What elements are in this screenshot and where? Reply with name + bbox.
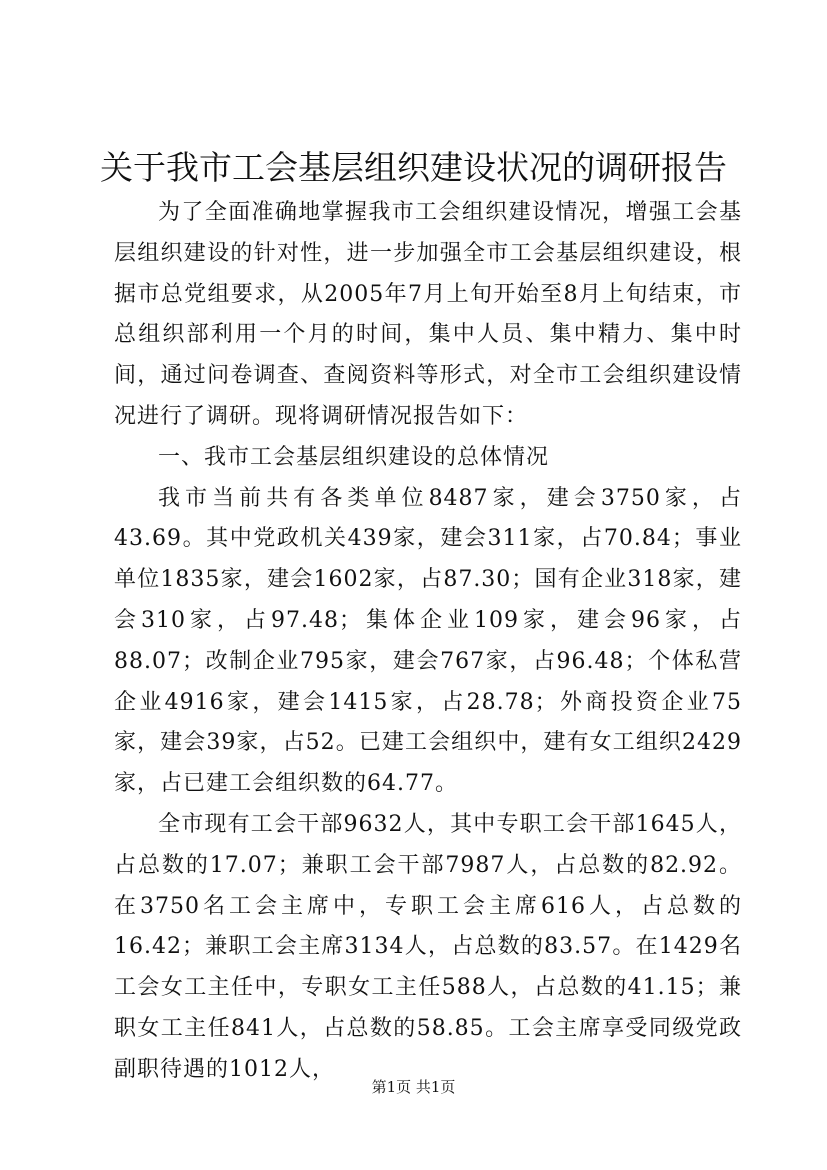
cadre-paragraph: 全市现有工会干部9632人，其中专职工会干部1645人，占总数的17.07；兼职工会干部7987人，占总数的82.92。在3750名工会主席中，专职工会主席616人，占总数的16.42；兼职工会主席3134人，占总数的83.57。在1429名工会女工主任中，专职女工主任588人，占总数的41.15；兼职女工主任841人，占总数的58.85。工会主席享受同级党政副职待遇的1012人，: [114, 811, 742, 1082]
page-footer: 第1页 共1页: [371, 1078, 456, 1096]
section-heading: 一、我市工会基层组织建设的总体情况: [158, 444, 550, 470]
document-body: [114, 193, 742, 1091]
document-title: 关于我市工会基层组织建设状况的调研报告: [100, 148, 727, 187]
intro-paragraph: 为了全面准确地掌握我市工会组织建设情况，增强工会基层组织建设的针对性，进一步加强全市工会基层组织建设，根据市总党组要求，从2005年7月上旬开始至8月上旬结束，市总组织部利用一个月的时间，集中人员、集中精力、集中时间，通过问卷调查、查阅资料等形式，对全市工会组织建设情况进行了调研。现将调研情况报告如下：: [114, 200, 742, 429]
statistics-paragraph: 我市当前共有各类单位8487家，建会3750家，占43.69。其中党政机关439家，建会311家，占70.84；事业单位1835家，建会1602家，占87.30；国有企业318家，建会310家，占97.48；集体企业109家，建会96家，占88.07；改制企业795家，建会767家，占96.48；个体私营企业4916家，建会1415家，占28.78；外商投资企业75家，建会39家，占52。已建工会组织中，建有女工组织2429家，占已建工会组织数的64.77。: [114, 485, 742, 797]
